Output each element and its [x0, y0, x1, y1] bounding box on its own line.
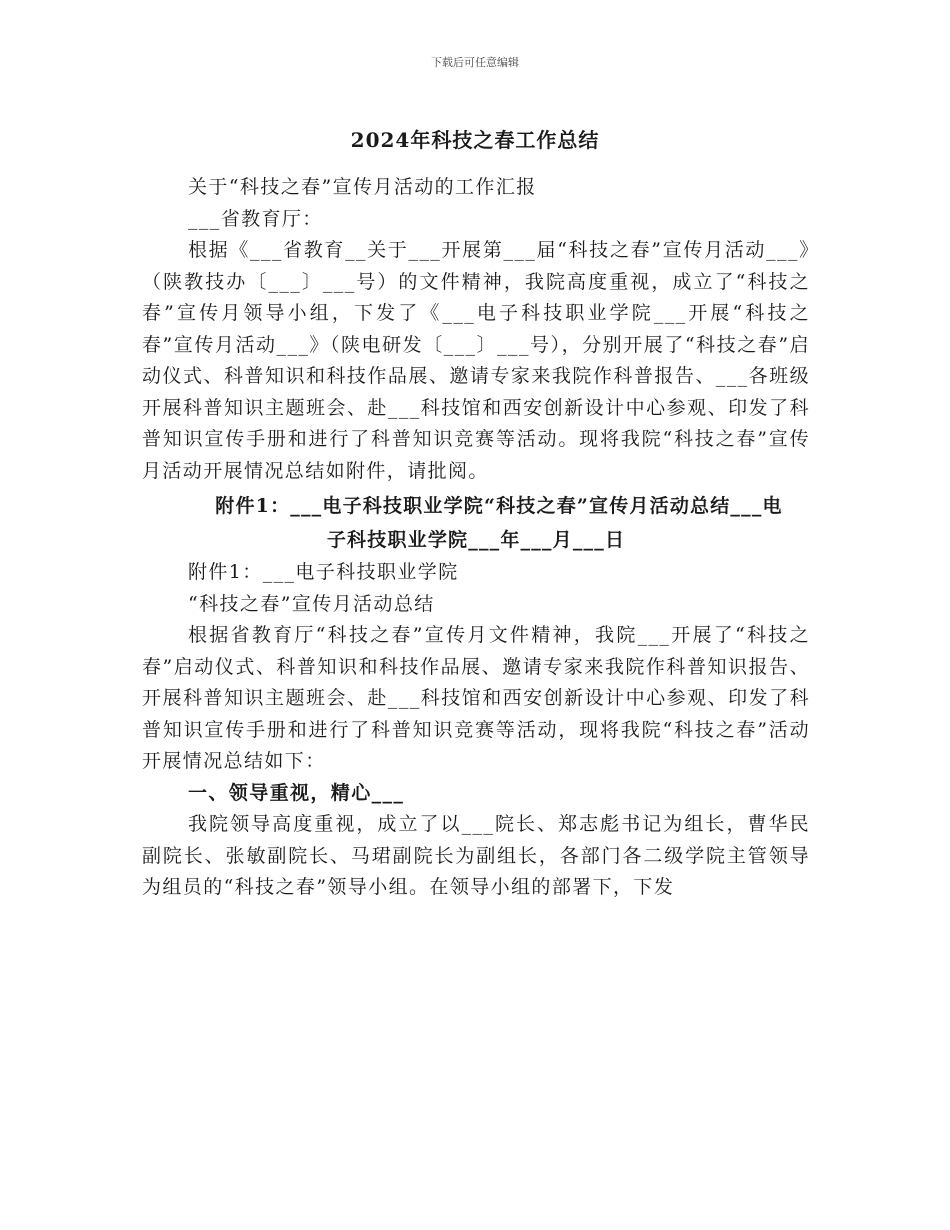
summary-paragraph: 根据省教育厅“科技之春”宣传月文件精神，我院___开展了“科技之春”启动仪式、科普知识和科技作品展、邀请专家来我院作科普知识报告、开展科普知识主题班会、赴___科技馆和西安创新设计中心参观、印发了科普知识宣传手册和进行了科普知识竞赛等活动，现将我院“科技之春”活动开展情况总结如下：	[142, 624, 810, 772]
header-note: 下载后可任意编辑	[431, 56, 519, 69]
section-heading-1: 一、领导重视，精心___	[188, 781, 405, 804]
attachment-label: 附件1：___电子科技职业学院	[188, 561, 459, 583]
document-body	[142, 172, 810, 904]
attachment-subtitle: “科技之春”宣传月活动总结	[188, 592, 435, 615]
attachment-heading-line1: 附件1：___电子科技职业学院“科技之春”宣传月活动总结___电	[215, 495, 783, 517]
intro-paragraph: 根据《___省教育__关于___开展第___届“科技之春”宣传月活动___》（陕教技办〔___〕___号）的文件精神，我院高度重视，成立了“科技之春”宣传月领导小组，下发了《___电子科技职业学院___开展“科技之春”宣传月活动___》（陕电研发〔___〕___号），分别开展了“科技之春”启动仪式、科普知识和科技作品展、邀请专家来我院作科普报告、___各班级开展科普知识主题班会、赴___科技馆和西安创新设计中心参观、印发了科普知识宣传手册和进行了科普知识竞赛等活动。现将我院“科技之春”宣传月活动开展情况总结如附件，请批阅。	[142, 239, 810, 482]
document-title: 2024年科技之春工作总结	[350, 128, 600, 152]
recipient-line: ___省教育厅：	[188, 207, 323, 230]
report-subject: 关于“科技之春”宣传月活动的工作汇报	[188, 176, 537, 198]
leadership-paragraph: 我院领导高度重视，成立了以___院长、郑志彪书记为组长，曹华民副院长、张敏副院长、马珺副院长为副组长，各部门各二级学院主管领导为组员的“科技之春”领导小组。在领导小组的部署下，下发	[142, 813, 810, 898]
attachment-heading-line2: 子科技职业学院___年___月___日	[326, 529, 626, 551]
